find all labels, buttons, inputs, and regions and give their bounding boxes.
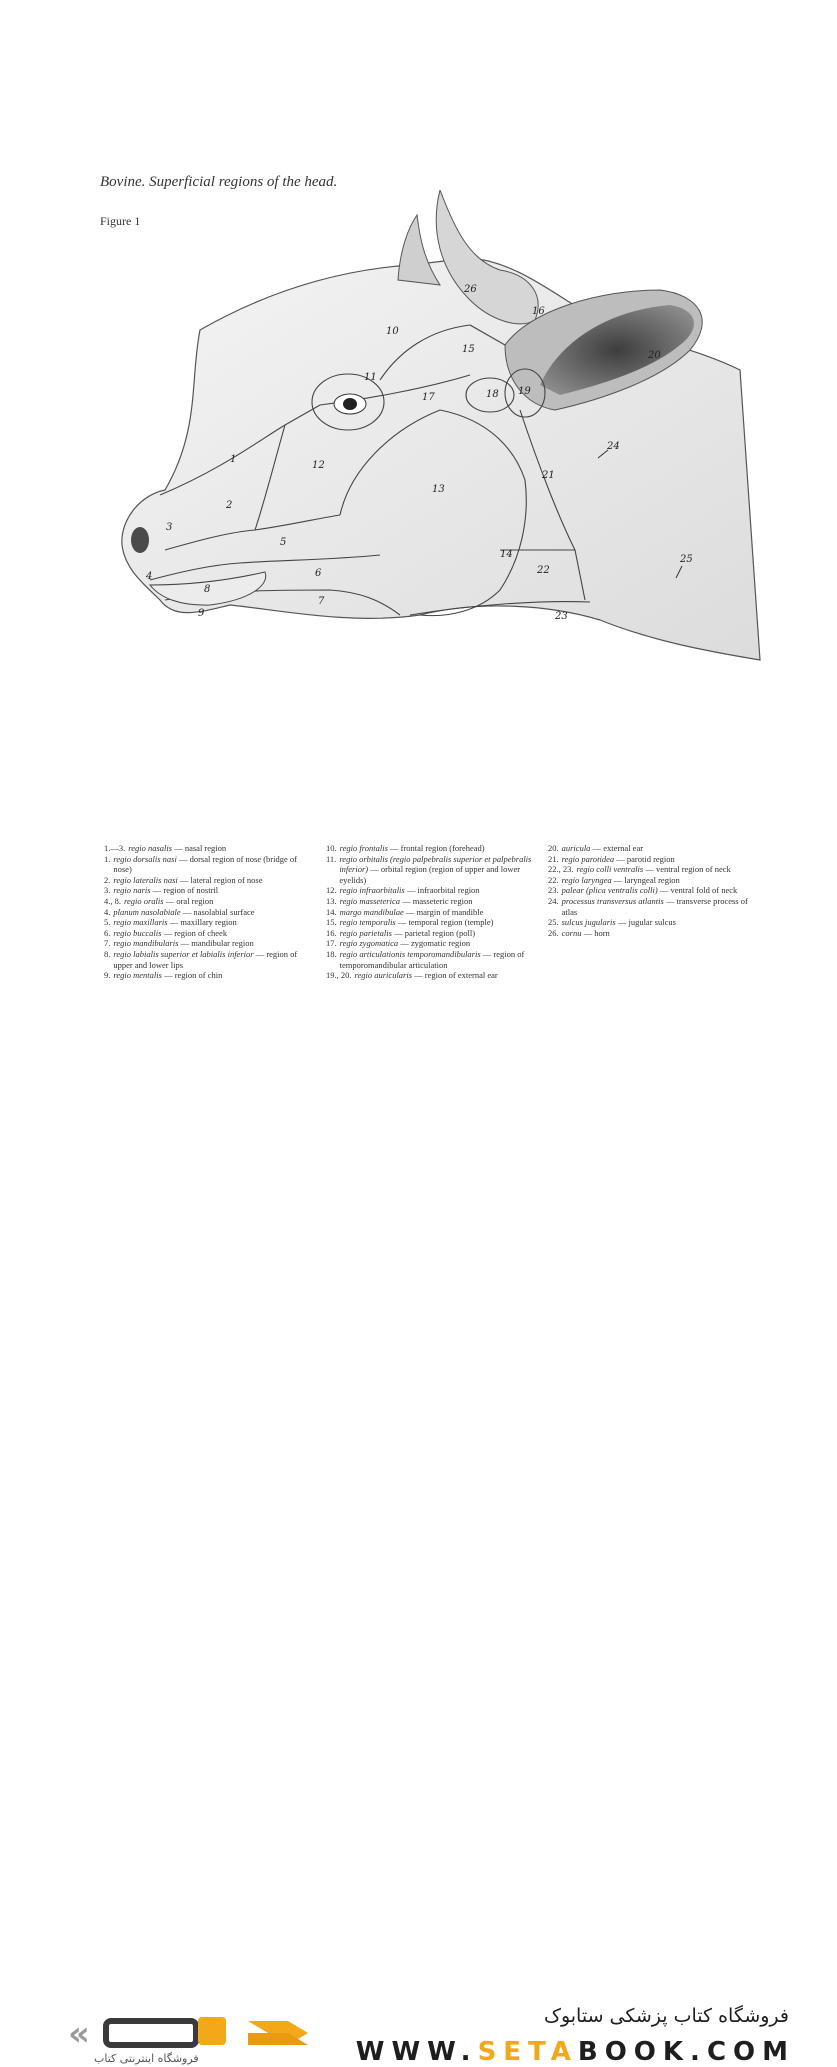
legend-col-2 xyxy=(326,843,534,981)
url-highlight: SETA xyxy=(477,2037,578,2067)
legend-key: 20. xyxy=(548,843,559,853)
legend-entry xyxy=(548,843,748,854)
legend-latin: regio buccalis xyxy=(113,927,162,938)
legend-latin: regio zygomatica xyxy=(339,938,399,949)
legend-entry xyxy=(326,907,534,918)
legend-latin: regio articulationis temporomandibularis xyxy=(339,948,481,959)
legend-english: — ventral region of neck xyxy=(643,864,731,875)
legend-entry xyxy=(104,928,304,939)
region-number-6: 6 xyxy=(315,568,322,579)
legend-latin: regio infraorbitalis xyxy=(339,885,405,896)
legend-english: — region of cheek xyxy=(161,927,228,938)
legend-english: — region of external ear xyxy=(412,970,498,981)
legend-english: — parotid region xyxy=(614,853,675,864)
legend-latin: cornu xyxy=(561,927,582,938)
legend-latin: regio orbitalis (regio palpebralis superior et palpebralis inferior) xyxy=(339,853,532,875)
legend-english: — region of temporomandibular articulation xyxy=(339,948,525,970)
region-number-4: 4 xyxy=(146,571,153,582)
legend-entry xyxy=(326,970,534,981)
legend-col-1 xyxy=(104,843,304,981)
figure-title: Bovine. Superficial regions of the head. xyxy=(100,174,338,190)
legend-key: 17. xyxy=(326,938,337,949)
legend-english: — transverse process of atlas xyxy=(561,895,748,917)
legend-latin: regio labialis superior et labialis inferior xyxy=(113,948,254,959)
nostril xyxy=(131,527,149,553)
legend-entry xyxy=(104,917,304,928)
url-prefix: WWW. xyxy=(355,2037,478,2067)
legend-english: — lateral region of nose xyxy=(177,874,263,885)
legend-key: 22. xyxy=(548,874,559,885)
legend-english: — temporal region (temple) xyxy=(395,917,494,928)
region-number-21: 21 xyxy=(542,470,555,481)
legend-key: 2. xyxy=(104,874,111,885)
legend-entry xyxy=(548,864,748,875)
legend-key: 18. xyxy=(326,948,337,959)
shop-name: فروشگاه کتاب پزشکی ستابوک xyxy=(543,2005,789,2027)
legend-key: 16. xyxy=(326,927,337,938)
legend-latin: regio lateralis nasi xyxy=(113,874,178,885)
region-number-2: 2 xyxy=(226,500,233,511)
region-number-23: 23 xyxy=(555,611,568,622)
legend-english: — oral region xyxy=(163,895,214,906)
region-number-19: 19 xyxy=(518,386,531,397)
legend-latin: regio parotidea xyxy=(561,853,615,864)
legend-latin: regio dorsalis nasi xyxy=(113,853,177,864)
region-number-15: 15 xyxy=(462,344,475,355)
website-url xyxy=(356,2037,795,2067)
region-number-22: 22 xyxy=(537,565,550,576)
region-number-24: 24 xyxy=(607,441,620,452)
region-number-18: 18 xyxy=(486,389,499,400)
svg-text:«: « xyxy=(68,2014,90,2053)
legend-latin: regio colli ventralis xyxy=(576,864,644,875)
legend-english: — orbital region (region of upper and lower eyelids) xyxy=(339,864,521,885)
legend-entry xyxy=(104,854,304,875)
region-number-13: 13 xyxy=(432,484,445,495)
legend-key: 23. xyxy=(548,885,559,896)
region-number-26: 26 xyxy=(464,284,477,295)
legend-key: 8. xyxy=(104,948,111,959)
legend-entry xyxy=(548,875,748,886)
legend-key: 15. xyxy=(326,917,337,928)
legend-key: 7. xyxy=(104,938,111,949)
legend-latin: regio frontalis xyxy=(339,843,388,853)
region-number-5: 5 xyxy=(280,537,287,548)
url-suffix: BOOK.COM xyxy=(577,2037,795,2067)
legend-english: — laryngeal region xyxy=(611,874,680,885)
legend-key: 5. xyxy=(104,917,111,928)
legend-english: — jugular sulcus xyxy=(615,917,676,928)
legend-entry xyxy=(104,875,304,886)
region-number-3: 3 xyxy=(166,522,173,533)
legend-latin: regio nasalis xyxy=(128,843,173,853)
legend-key: 10. xyxy=(326,843,337,853)
legend-latin: regio mentalis xyxy=(113,970,162,981)
legend-latin: regio maxillaris xyxy=(113,917,168,928)
region-number-25: 25 xyxy=(680,554,693,565)
legend-latin: regio parietalis xyxy=(339,927,392,938)
legend-english: — region of chin xyxy=(161,970,223,981)
legend-entry xyxy=(104,843,304,854)
legend-english: — nasolabial surface xyxy=(180,906,255,917)
region-number-9: 9 xyxy=(198,608,205,619)
legend-english: — masseteric region xyxy=(399,895,473,906)
legend-entry xyxy=(326,854,534,886)
legend-latin: regio mandibularis xyxy=(113,938,179,949)
watermark-bar xyxy=(0,995,837,2067)
legend-latin: margo mandibulae xyxy=(339,906,404,917)
legend-english: — region of nostril xyxy=(150,885,219,896)
legend-entry xyxy=(548,885,748,896)
legend-key: 19., 20. xyxy=(326,970,352,981)
legend-entry xyxy=(104,896,304,907)
region-number-17: 17 xyxy=(422,392,435,403)
legend-latin: regio oralis xyxy=(124,895,164,906)
legend-entry xyxy=(104,949,304,970)
figure-page xyxy=(0,0,837,1000)
legend-key: 1.—3. xyxy=(104,843,126,853)
legend-latin: regio naris xyxy=(113,885,151,896)
legend-english: — ventral fold of neck xyxy=(657,885,738,896)
legend-key: 3. xyxy=(104,885,111,896)
region-number-12: 12 xyxy=(312,460,325,471)
pupil xyxy=(343,398,357,410)
region-number-7: 7 xyxy=(318,596,325,607)
legend-key: 14. xyxy=(326,906,337,917)
legend-entry xyxy=(326,896,534,907)
legend-entry xyxy=(548,917,748,928)
legend-english: — external ear xyxy=(590,843,644,853)
legend-latin: sulcus jugularis xyxy=(561,917,616,928)
legend-english: — frontal region (forehead) xyxy=(387,843,485,853)
legend-latin: regio auricularis xyxy=(354,970,413,981)
legend-entry xyxy=(104,970,304,981)
legend-entry xyxy=(326,938,534,949)
region-number-8: 8 xyxy=(204,584,211,595)
legend-english: — margin of mandible xyxy=(403,906,484,917)
region-number-10: 10 xyxy=(386,326,399,337)
left-horn xyxy=(398,215,440,285)
legend-key: 9. xyxy=(104,970,111,981)
legend-entry xyxy=(548,928,748,939)
legend-latin: planum nasolabiale xyxy=(113,906,181,917)
setabook-logo-icon xyxy=(68,2013,328,2053)
legend-key: 26. xyxy=(548,927,559,938)
legend-english: — region of upper and lower lips xyxy=(113,948,298,970)
legend-english: — infraorbital region xyxy=(404,885,480,896)
legend-key: 12. xyxy=(326,885,337,896)
legend-english: — dorsal region of nose (bridge of nose) xyxy=(113,853,297,875)
legend-col-3 xyxy=(548,843,748,938)
legend-key: 4. xyxy=(104,906,111,917)
legend-latin: auricula xyxy=(561,843,591,853)
legend-latin: palear (plica ventralis colli) xyxy=(561,885,658,896)
legend-entry xyxy=(326,928,534,939)
region-number-20: 20 xyxy=(648,350,661,361)
legend-english: — nasal region xyxy=(172,843,227,853)
legend-entry xyxy=(326,885,534,896)
legend-entry xyxy=(548,896,748,917)
legend-key: 4., 8. xyxy=(104,895,121,906)
legend-english: — mandibular region xyxy=(178,938,254,949)
legend-english: — zygomatic region xyxy=(398,938,471,949)
legend-key: 6. xyxy=(104,927,111,938)
legend-entry xyxy=(548,854,748,865)
region-number-16: 16 xyxy=(532,306,545,317)
legend-key: 22., 23. xyxy=(548,864,574,875)
legend-entry xyxy=(326,843,534,854)
legend-latin: regio masseterica xyxy=(339,895,400,906)
legend-key: 25. xyxy=(548,917,559,928)
legend-key: 24. xyxy=(548,895,559,906)
region-number-14: 14 xyxy=(500,549,513,560)
legend-key: 1. xyxy=(104,853,111,864)
legend-latin: processus transversus atlantis xyxy=(561,895,664,906)
legend-key: 21. xyxy=(548,853,559,864)
legend-entry xyxy=(326,917,534,928)
legend-english: — maxillary region xyxy=(167,917,237,928)
region-number-11: 11 xyxy=(364,372,377,383)
legend-entry xyxy=(104,907,304,918)
legend-key: 11. xyxy=(326,853,337,864)
logo-subtitle: فروشگاه اینترنتی کتاب xyxy=(94,2052,199,2065)
legend-key: 13. xyxy=(326,895,337,906)
legend-entry xyxy=(104,938,304,949)
bovine-head-diagram xyxy=(0,190,837,680)
legend-latin: regio laryngea xyxy=(561,874,612,885)
legend-english: — parietal region (poll) xyxy=(391,927,476,938)
figure-label: Figure 1 xyxy=(100,214,141,228)
legend-english: — horn xyxy=(581,927,610,938)
region-number-1: 1 xyxy=(230,454,237,465)
legend-entry xyxy=(104,885,304,896)
legend-latin: regio temporalis xyxy=(339,917,396,928)
legend-entry xyxy=(326,949,534,970)
